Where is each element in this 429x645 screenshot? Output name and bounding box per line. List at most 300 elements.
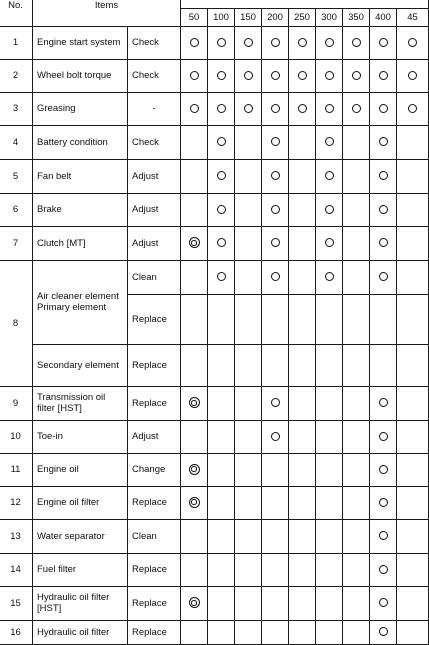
interval-cell xyxy=(289,486,316,519)
interval-cell xyxy=(343,486,370,519)
interval-cell xyxy=(181,260,208,294)
row-number: 1 xyxy=(0,26,33,59)
interval-cell xyxy=(343,553,370,586)
interval-cell xyxy=(289,420,316,453)
row-item: Fuel filter xyxy=(33,553,128,586)
interval-cell xyxy=(262,92,289,125)
table-row xyxy=(0,26,429,59)
circle-mark xyxy=(325,171,334,180)
circle-mark xyxy=(244,38,253,47)
circle-mark xyxy=(325,71,334,80)
interval-cell xyxy=(316,519,343,553)
interval-cell xyxy=(370,125,397,159)
row-item: Engine start system xyxy=(33,26,128,59)
table-row xyxy=(0,553,429,586)
interval-cell xyxy=(316,294,343,344)
circle-mark xyxy=(379,205,388,214)
row-action: Change xyxy=(128,453,181,486)
row-item: Clutch [MT] xyxy=(33,226,128,260)
interval-cell xyxy=(289,586,316,620)
interval-cell xyxy=(397,386,429,420)
interval-cell xyxy=(181,125,208,159)
interval-cell xyxy=(289,92,316,125)
interval-cell xyxy=(181,193,208,226)
circle-mark xyxy=(379,137,388,146)
interval-cell xyxy=(208,453,235,486)
interval-header: 45 xyxy=(397,8,429,26)
interval-cell xyxy=(262,125,289,159)
interval-cell xyxy=(289,260,316,294)
table-row xyxy=(0,486,429,519)
circle-mark xyxy=(325,137,334,146)
circle-mark xyxy=(325,205,334,214)
interval-cell xyxy=(262,486,289,519)
circle-mark xyxy=(217,71,226,80)
row-item: Transmission oil filter [HST] xyxy=(33,386,128,420)
interval-cell xyxy=(316,453,343,486)
circle-mark xyxy=(379,531,388,540)
circle-mark xyxy=(325,238,334,247)
circle-mark xyxy=(217,104,226,113)
interval-cell xyxy=(370,92,397,125)
row-number: 5 xyxy=(0,159,33,193)
circle-mark xyxy=(244,104,253,113)
circle-mark xyxy=(244,71,253,80)
interval-cell xyxy=(370,59,397,92)
row-item: Hydraulic oil filter [HST] xyxy=(33,586,128,620)
row-number: 8 xyxy=(0,260,33,386)
row-action: Replace xyxy=(128,486,181,519)
double-circle-mark xyxy=(189,497,200,508)
interval-cell xyxy=(208,420,235,453)
interval-cell xyxy=(370,553,397,586)
circle-mark xyxy=(352,38,361,47)
circle-mark xyxy=(298,71,307,80)
interval-cell xyxy=(235,226,262,260)
interval-cell xyxy=(343,26,370,59)
interval-cell xyxy=(181,486,208,519)
circle-mark xyxy=(217,272,226,281)
circle-mark xyxy=(271,171,280,180)
interval-cell xyxy=(235,386,262,420)
circle-mark xyxy=(271,71,280,80)
circle-mark xyxy=(298,104,307,113)
row-item: Engine oil xyxy=(33,453,128,486)
interval-cell xyxy=(316,59,343,92)
row-number: 15 xyxy=(0,586,33,620)
interval-cell xyxy=(397,420,429,453)
interval-cell xyxy=(235,586,262,620)
circle-mark xyxy=(271,104,280,113)
interval-header: 150 xyxy=(235,8,262,26)
interval-cell xyxy=(316,620,343,644)
interval-cell xyxy=(181,159,208,193)
interval-cell xyxy=(397,92,429,125)
interval-cell xyxy=(343,193,370,226)
circle-mark xyxy=(217,238,226,247)
header-row xyxy=(0,0,429,8)
interval-cell xyxy=(343,260,370,294)
circle-mark xyxy=(325,104,334,113)
interval-cell xyxy=(208,193,235,226)
interval-cell xyxy=(316,26,343,59)
interval-cell xyxy=(235,193,262,226)
table-row xyxy=(0,193,429,226)
interval-cell xyxy=(370,260,397,294)
interval-cell xyxy=(181,386,208,420)
interval-cell xyxy=(262,26,289,59)
interval-cell xyxy=(235,420,262,453)
interval-cell xyxy=(235,125,262,159)
row-item: Battery condition xyxy=(33,125,128,159)
interval-cell xyxy=(343,226,370,260)
interval-header: 300 xyxy=(316,8,343,26)
circle-mark xyxy=(408,38,417,47)
interval-cell xyxy=(181,26,208,59)
interval-cell xyxy=(181,453,208,486)
row-item: Greasing xyxy=(33,92,128,125)
interval-cell xyxy=(208,26,235,59)
circle-mark xyxy=(217,205,226,214)
interval-cell xyxy=(181,294,208,344)
interval-cell xyxy=(235,59,262,92)
table-row xyxy=(0,125,429,159)
row-action: Replace xyxy=(128,586,181,620)
interval-cell xyxy=(262,420,289,453)
row-action: Check xyxy=(128,125,181,159)
row-item: Water separator xyxy=(33,519,128,553)
interval-cell xyxy=(181,620,208,644)
double-circle-mark xyxy=(189,464,200,475)
header-no: No. xyxy=(0,0,33,26)
interval-cell xyxy=(181,92,208,125)
interval-cell xyxy=(181,553,208,586)
row-number: 14 xyxy=(0,553,33,586)
interval-cell xyxy=(289,226,316,260)
interval-cell xyxy=(316,344,343,386)
table-row xyxy=(0,420,429,453)
interval-cell xyxy=(208,226,235,260)
circle-mark xyxy=(190,38,199,47)
table-row xyxy=(0,519,429,553)
interval-cell xyxy=(316,386,343,420)
circle-mark xyxy=(379,465,388,474)
interval-cell xyxy=(343,125,370,159)
interval-cell xyxy=(235,344,262,386)
interval-cell xyxy=(181,420,208,453)
circle-mark xyxy=(379,598,388,607)
interval-header: 400 xyxy=(370,8,397,26)
interval-header: 50 xyxy=(181,8,208,26)
table-row xyxy=(0,386,429,420)
circle-mark xyxy=(271,38,280,47)
interval-cell xyxy=(208,344,235,386)
interval-cell xyxy=(316,486,343,519)
interval-cell xyxy=(316,159,343,193)
interval-cell xyxy=(370,420,397,453)
interval-cell xyxy=(262,193,289,226)
interval-cell xyxy=(235,294,262,344)
circle-mark xyxy=(379,38,388,47)
interval-cell xyxy=(289,519,316,553)
row-action: Adjust xyxy=(128,420,181,453)
interval-cell xyxy=(289,553,316,586)
interval-cell xyxy=(397,620,429,644)
interval-cell xyxy=(208,92,235,125)
row-number: 12 xyxy=(0,486,33,519)
circle-mark xyxy=(379,432,388,441)
interval-cell xyxy=(370,453,397,486)
table-row xyxy=(0,260,429,294)
interval-cell xyxy=(235,519,262,553)
interval-cell xyxy=(262,620,289,644)
row-number: 6 xyxy=(0,193,33,226)
interval-cell xyxy=(343,420,370,453)
interval-cell xyxy=(262,453,289,486)
interval-cell xyxy=(208,59,235,92)
circle-mark xyxy=(379,71,388,80)
interval-cell xyxy=(316,260,343,294)
interval-cell xyxy=(343,386,370,420)
interval-cell xyxy=(397,159,429,193)
interval-cell xyxy=(343,159,370,193)
interval-cell xyxy=(262,519,289,553)
interval-cell xyxy=(181,586,208,620)
circle-mark xyxy=(379,398,388,407)
row-action: Adjust xyxy=(128,226,181,260)
circle-mark xyxy=(379,565,388,574)
interval-cell xyxy=(208,586,235,620)
interval-cell xyxy=(262,344,289,386)
row-action: Check xyxy=(128,59,181,92)
double-circle-mark xyxy=(189,597,200,608)
row-item: Brake xyxy=(33,193,128,226)
row-action: Adjust xyxy=(128,159,181,193)
row-action: Replace xyxy=(128,344,181,386)
row-item: Hydraulic oil filter xyxy=(33,620,128,644)
interval-cell xyxy=(343,344,370,386)
circle-mark xyxy=(379,272,388,281)
row-item: Air cleaner element Primary element xyxy=(33,260,128,344)
table-row xyxy=(0,59,429,92)
interval-cell xyxy=(370,159,397,193)
row-action: Clean xyxy=(128,260,181,294)
interval-cell xyxy=(262,59,289,92)
interval-cell xyxy=(343,453,370,486)
circle-mark xyxy=(379,171,388,180)
interval-cell xyxy=(235,159,262,193)
circle-mark xyxy=(408,104,417,113)
row-number: 7 xyxy=(0,226,33,260)
interval-cell xyxy=(235,26,262,59)
row-action: Adjust xyxy=(128,193,181,226)
interval-header: 250 xyxy=(289,8,316,26)
interval-cell xyxy=(289,59,316,92)
interval-cell xyxy=(316,586,343,620)
interval-cell xyxy=(181,519,208,553)
interval-cell xyxy=(208,260,235,294)
interval-cell xyxy=(343,586,370,620)
interval-header: 100 xyxy=(208,8,235,26)
row-action: Clean xyxy=(128,519,181,553)
interval-cell xyxy=(343,620,370,644)
circle-mark xyxy=(379,498,388,507)
interval-cell xyxy=(370,26,397,59)
circle-mark xyxy=(379,627,388,636)
interval-cell xyxy=(370,294,397,344)
interval-cell xyxy=(262,386,289,420)
interval-cell xyxy=(208,125,235,159)
circle-mark xyxy=(190,104,199,113)
interval-cell xyxy=(289,386,316,420)
interval-cell xyxy=(397,453,429,486)
interval-cell xyxy=(370,344,397,386)
circle-mark xyxy=(352,71,361,80)
row-item: Engine oil filter xyxy=(33,486,128,519)
interval-cell xyxy=(289,193,316,226)
interval-cell xyxy=(316,125,343,159)
interval-cell xyxy=(316,420,343,453)
circle-mark xyxy=(298,38,307,47)
interval-cell xyxy=(208,553,235,586)
interval-cell xyxy=(397,294,429,344)
interval-cell xyxy=(397,553,429,586)
interval-cell xyxy=(289,453,316,486)
interval-cell xyxy=(262,260,289,294)
circle-mark xyxy=(379,238,388,247)
interval-cell xyxy=(181,344,208,386)
row-action: Check xyxy=(128,26,181,59)
interval-cell xyxy=(235,620,262,644)
interval-cell xyxy=(397,226,429,260)
interval-cell xyxy=(370,586,397,620)
interval-cell xyxy=(397,586,429,620)
circle-mark xyxy=(271,238,280,247)
circle-mark xyxy=(271,272,280,281)
interval-cell xyxy=(289,294,316,344)
interval-cell xyxy=(208,294,235,344)
row-number: 13 xyxy=(0,519,33,553)
interval-cell xyxy=(289,620,316,644)
interval-header: 200 xyxy=(262,8,289,26)
interval-cell xyxy=(262,294,289,344)
interval-cell xyxy=(235,453,262,486)
interval-cell xyxy=(343,59,370,92)
interval-cell xyxy=(397,125,429,159)
circle-mark xyxy=(271,137,280,146)
table-row xyxy=(0,453,429,486)
interval-cell xyxy=(370,226,397,260)
interval-cell xyxy=(181,59,208,92)
row-item: Fan belt xyxy=(33,159,128,193)
interval-cell xyxy=(235,92,262,125)
row-action: Replace xyxy=(128,553,181,586)
interval-cell xyxy=(397,344,429,386)
row-action: Replace xyxy=(128,386,181,420)
row-item: Secondary element xyxy=(33,344,128,386)
interval-cell xyxy=(262,553,289,586)
interval-cell xyxy=(262,159,289,193)
interval-cell xyxy=(397,193,429,226)
table-row xyxy=(0,92,429,125)
header-items: Items xyxy=(33,0,181,26)
interval-cell xyxy=(397,486,429,519)
interval-cell xyxy=(208,519,235,553)
interval-header: 350 xyxy=(343,8,370,26)
row-number: 11 xyxy=(0,453,33,486)
row-action: - xyxy=(128,92,181,125)
interval-cell xyxy=(289,125,316,159)
interval-cell xyxy=(370,386,397,420)
interval-cell xyxy=(316,553,343,586)
interval-cell xyxy=(397,519,429,553)
circle-mark xyxy=(217,171,226,180)
header-interval-band xyxy=(181,0,429,8)
row-number: 9 xyxy=(0,386,33,420)
interval-cell xyxy=(316,193,343,226)
circle-mark xyxy=(271,205,280,214)
interval-cell xyxy=(235,553,262,586)
interval-cell xyxy=(208,386,235,420)
row-action: Replace xyxy=(128,620,181,644)
interval-cell xyxy=(208,159,235,193)
table-row xyxy=(0,620,429,644)
circle-mark xyxy=(325,272,334,281)
row-item: Wheel bolt torque xyxy=(33,59,128,92)
interval-cell xyxy=(208,486,235,519)
table-row xyxy=(0,226,429,260)
double-circle-mark xyxy=(189,397,200,408)
interval-cell xyxy=(289,159,316,193)
interval-cell xyxy=(370,519,397,553)
interval-cell xyxy=(370,620,397,644)
interval-cell xyxy=(208,620,235,644)
circle-mark xyxy=(379,104,388,113)
interval-cell xyxy=(397,26,429,59)
row-number: 3 xyxy=(0,92,33,125)
table-row xyxy=(0,159,429,193)
interval-cell xyxy=(262,226,289,260)
table-row xyxy=(0,586,429,620)
interval-cell xyxy=(289,344,316,386)
interval-cell xyxy=(370,486,397,519)
circle-mark xyxy=(190,71,199,80)
row-action: Replace xyxy=(128,294,181,344)
row-item: Toe-in xyxy=(33,420,128,453)
row-number: 16 xyxy=(0,620,33,644)
interval-cell xyxy=(370,193,397,226)
row-number: 10 xyxy=(0,420,33,453)
interval-cell xyxy=(397,59,429,92)
row-number: 4 xyxy=(0,125,33,159)
circle-mark xyxy=(325,38,334,47)
circle-mark xyxy=(217,38,226,47)
table-row xyxy=(0,344,429,386)
circle-mark xyxy=(217,137,226,146)
interval-cell xyxy=(235,486,262,519)
double-circle-mark xyxy=(189,237,200,248)
interval-cell xyxy=(397,260,429,294)
interval-cell xyxy=(343,294,370,344)
interval-cell xyxy=(343,92,370,125)
interval-cell xyxy=(181,226,208,260)
interval-cell xyxy=(262,586,289,620)
circle-mark xyxy=(271,432,280,441)
interval-cell xyxy=(235,260,262,294)
interval-cell xyxy=(289,26,316,59)
interval-cell xyxy=(316,92,343,125)
circle-mark xyxy=(408,71,417,80)
